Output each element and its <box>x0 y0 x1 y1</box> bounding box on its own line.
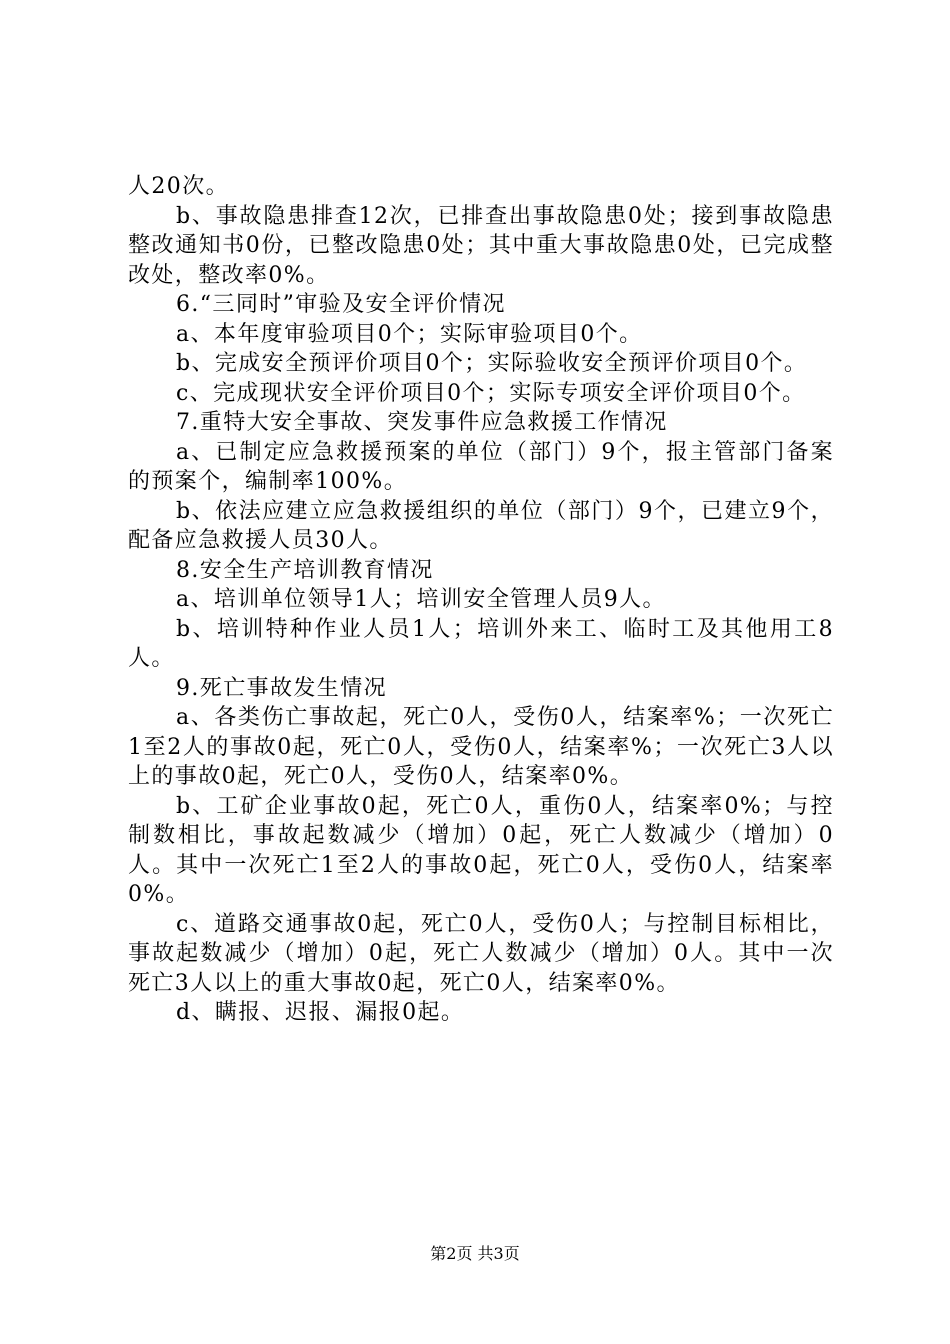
paragraph-0: 人20次。 <box>128 174 229 199</box>
paragraph-10: a、培训单位领导1人；培训安全管理人员9人。 <box>176 587 666 612</box>
paragraph-15: c、道路交通事故0起，死亡0人，受伤0人；与控制目标相比，事故起数减少（增加）0起，死亡人数减少（增加）0人。其中一次死亡3人以上的重大事故0起，死亡0人，结案率0%。 <box>128 911 834 996</box>
paragraph-9: 8.安全生产培训教育情况 <box>176 557 434 583</box>
paragraph-7: a、已制定应急救援预案的单位（部门）9个，报主管部门备案的预案个，编制率100%。 <box>128 439 834 494</box>
paragraph-14: b、工矿企业事故0起，死亡0人，重伤0人，结案率0%；与控制数相比，事故起数减少（增加）0起，死亡人数减少（增加）0人。其中一次死亡1至2人的事故0起，死亡0人，受伤0人，结案率0%。 <box>128 793 834 907</box>
page-number-footer: 第2页 共3页 <box>430 1244 520 1263</box>
paragraph-3: a、本年度审验项目0个；实际审验项目0个。 <box>176 321 643 347</box>
paragraph-12: 9.死亡事故发生情况 <box>176 675 387 701</box>
paragraph-6: 7.重特大安全事故、突发事件应急救援工作情况 <box>176 410 668 435</box>
paragraph-16: d、瞒报、迟报、漏报0起。 <box>176 1000 465 1025</box>
paragraph-2: 6.“三同时”审验及安全评价情况 <box>176 292 506 317</box>
paragraph-13: a、各类伤亡事故起，死亡0人，受伤0人，结案率%；一次死亡1至2人的事故0起，死亡0人，受伤0人，结案率%；一次死亡3人以上的事故0起，死亡0人，受伤0人，结案率0%。 <box>128 705 834 789</box>
paragraph-8: b、依法应建立应急救援组织的单位（部门）9个，已建立9个，配备应急救援人员30人。 <box>128 498 834 553</box>
paragraph-4: b、完成安全预评价项目0个；实际验收安全预评价项目0个。 <box>176 351 808 376</box>
paragraph-5: c、完成现状安全评价项目0个；实际专项安全评价项目0个。 <box>176 380 806 406</box>
document-body <box>128 172 834 1028</box>
paragraph-11: b、培训特种作业人员1人；培训外来工、临时工及其他用工8人。 <box>128 616 834 671</box>
paragraph-1: b、事故隐患排查12次，已排查出事故隐患0处；接到事故隐患整改通知书0份，已整改隐患0处；其中重大事故隐患0处，已完成整改处，整改率0%。 <box>128 203 834 288</box>
